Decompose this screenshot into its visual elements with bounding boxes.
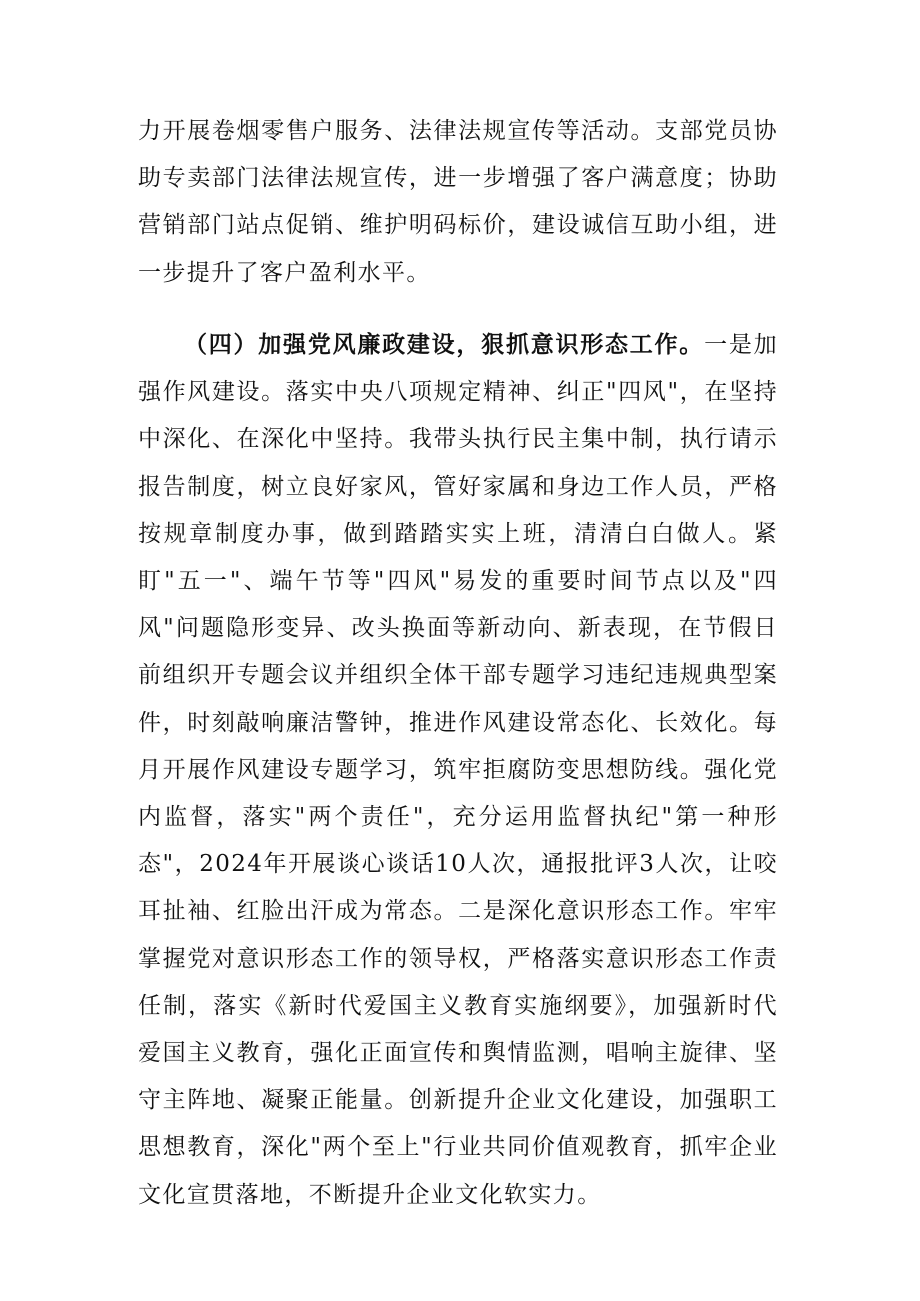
paragraph-intro: 力开展卷烟零售户服务、法律法规宣传等活动。支部党员协助专卖部门法律法规宣传，进一步增强了客户满意度；协助营销部门站点促销、维护明码标价，建设诚信互助小组，进一步提升了客户盈利水平。: [138, 118, 778, 286]
paragraph-section-four: [138, 321, 778, 1219]
section-heading: （四）加强党风廉政建设，狠抓意识形态工作。: [184, 331, 705, 358]
section-body: 一是加强作风建设。落实中央八项规定精神、纠正"四风"，在坚持中深化、在深化中坚持。我带头执行民主集中制，执行请示报告制度，树立良好家风，管好家属和身边工作人员，严格按规章制度办事，做到踏踏实实上班，清清白白做人。紧盯"五一"、端午节等"四风"易发的重要时间节点以及"四风"问题隐形变异、改头换面等新动向、新表现，在节假日前组织开专题会议并组织全体干部专题学习违纪违规典型案件，时刻敲响廉洁警钟，推进作风建设常态化、长效化。每月开展作风建设专题学习，筑牢拒腐防变思想防线。强化党内监督，落实"两个责任"，充分运用监督执纪"第一种形态"，2024年开展谈心谈话10人次，通报批评3人次，让咬耳扯袖、红脸出汗成为常态。二是深化意识形态工作。牢牢掌握党对意识形态工作的领导权，严格落实意识形态工作责任制，落实《新时代爱国主义教育实施纲要》，加强新时代爱国主义教育，强化正面宣传和舆情监测，唱响主旋律、坚守主阵地、凝聚正能量。创新提升企业文化建设，加强职工思想教育，深化"两个至上"行业共同价值观教育，抓牢企业文化宣贯落地，不断提升企业文化软实力。: [138, 332, 778, 1208]
